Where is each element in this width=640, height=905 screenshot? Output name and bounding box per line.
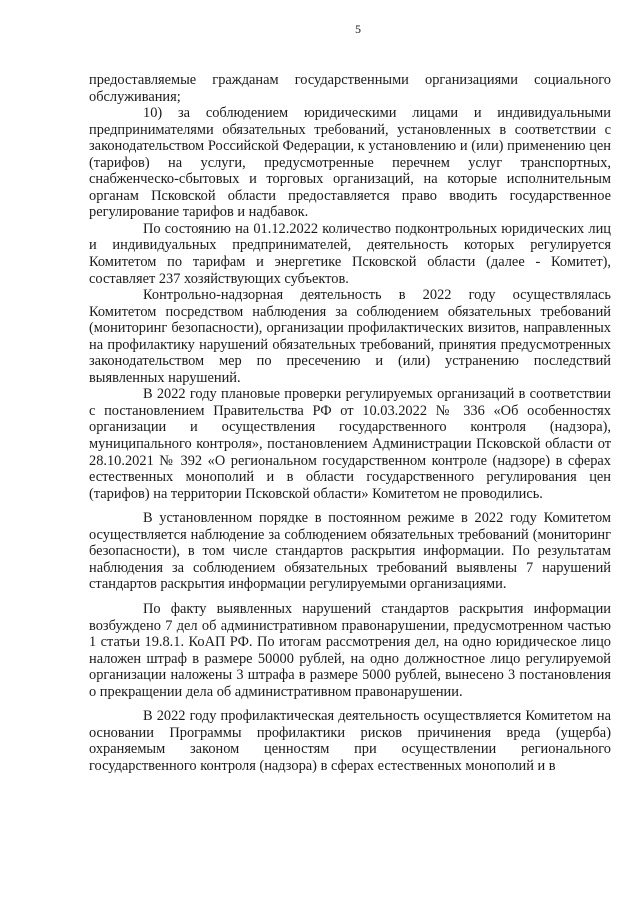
paragraph-planned-inspections: В 2022 году плановые проверки регулируемых организаций в соответствии с постановлением Правительства РФ от 10.03.2022 № 336 «Об особенностях организации и осуществления государственного контроля (надзора), муниципального контроля», постановлением Администрации Псковской области от 28.10.2021 № 392 «О региональном государственном контроле (надзоре) в сферах естественных монополий и в области государственного регулирования цен (тарифов) на территории Псковской области» Комитетом не проводились. xyxy=(89,386,611,502)
paragraph-control-activity: Контрольно-надзорная деятельность в 2022 году осуществлялась Комитетом посредством наблюдения за соблюдением обязательных требований (мониторинг безопасности), организации профилактических визитов, направленных на профилактику нарушений обязательных требований, принятия предусмотренных законодательством мер по пресечению и (или) устранению последствий выявленных нарушений. xyxy=(89,287,611,386)
page-number: 5 xyxy=(355,22,361,36)
paragraph-violations: По факту выявленных нарушений стандартов раскрытия информации возбуждено 7 дел об административном правонарушении, предусмотренном частью 1 статьи 19.8.1. КоАП РФ. По итогам рассмотрения дел, на одно юридическое лицо наложен штраф в размере 50000 рублей, на одно должностное лицо регулируемой организации наложены 3 штрафа в размере 5000 рублей, вынесено 3 постановления о прекращении дела об административном правонарушении. xyxy=(89,600,611,700)
paragraph-item-10: 10) за соблюдением юридическими лицами и индивидуальными предпринимателями обязательных требований, установленных в соответствии с законодательством Российской Федерации, к установлению и (или) применению цен (тарифов) на услуги, предусмотренные перечнем услуг транспортных, снабженческо-сбытовых и торговых организаций, на которые исполнительным органам Псковской области предоставляется право вводить государственное регулирование тарифов и надбавок. xyxy=(89,105,611,221)
document-body xyxy=(89,72,611,774)
paragraph-social-services: предоставляемые гражданам государственными организациями социального обслуживания; xyxy=(89,72,611,105)
paragraph-monitoring: В установленном порядке в постоянном режиме в 2022 году Комитетом осуществляется наблюдение за соблюдением обязательных требований (мониторинг безопасности), в том числе стандартов раскрытия информации. По результатам наблюдения за соблюдением обязательных требований выявлены 7 нарушений стандартов раскрытия информации регулируемыми организациями. xyxy=(89,510,611,593)
paragraph-controlled-entities: По состоянию на 01.12.2022 количество подконтрольных юридических лиц и индивидуальных предпринимателей, деятельность которых регулируется Комитетом по тарифам и энергетике Псковской области (далее - Комитет), составляет 237 хозяйствующих субъектов. xyxy=(89,220,611,287)
paragraph-prevention: В 2022 году профилактическая деятельность осуществляется Комитетом на основании Программы профилактики рисков причинения вреда (ущерба) охраняемым законом ценностям при осуществлении регионального государственного контроля (надзора) в сферах естественных монополий и в xyxy=(89,708,611,774)
